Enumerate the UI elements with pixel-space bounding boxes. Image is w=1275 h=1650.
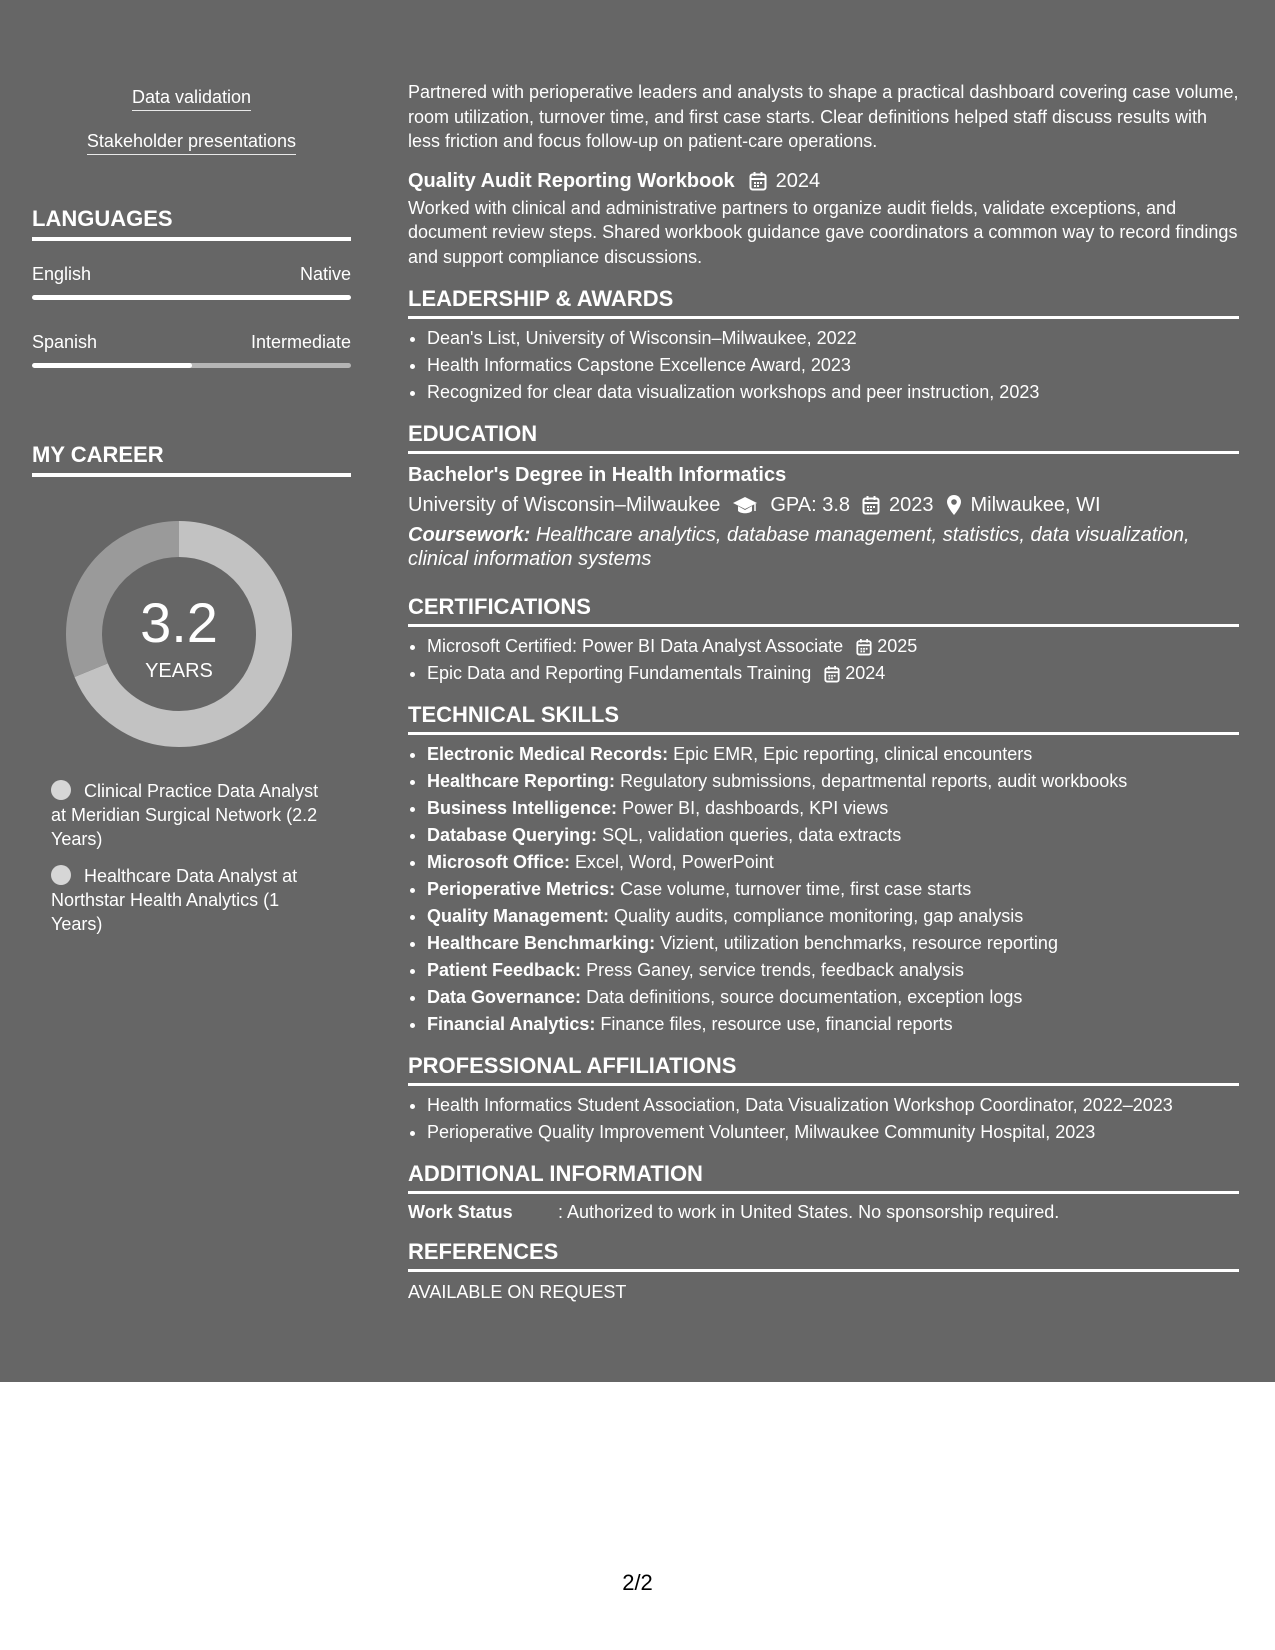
skill-value: Epic EMR, Epic reporting, clinical encounters	[673, 744, 1033, 764]
graduation-year: 2023	[889, 494, 934, 516]
work-status-value: : Authorized to work in United States. No sponsorship required.	[558, 1202, 1060, 1222]
list-item: • Recognized for clear data visualization workshops and peer instruction, 2023	[427, 379, 1239, 406]
gpa: GPA: 3.8	[770, 494, 850, 516]
list-item	[427, 984, 1239, 1011]
list-item	[427, 1011, 1239, 1038]
language-level: Native	[299, 264, 351, 284]
certification-name: Epic Data and Reporting Fundamentals Training	[427, 663, 812, 683]
skill-value: Regulatory submissions, departmental reports, audit workbooks	[620, 771, 1128, 791]
awards-section	[408, 285, 1239, 406]
calendar-icon	[824, 665, 840, 683]
skill-value: Case volume, turnover time, first case starts	[620, 879, 972, 899]
project-year: 2024	[775, 169, 821, 192]
affiliations-heading: PROFESSIONAL AFFILIATIONS	[408, 1052, 1239, 1086]
list-item	[427, 930, 1239, 957]
project-title: Quality Audit Reporting Workbook	[408, 169, 735, 192]
career-legend	[32, 779, 351, 936]
list-item	[427, 903, 1239, 930]
references-text: AVAILABLE ON REQUEST	[408, 1282, 627, 1302]
language-name: Spanish	[32, 332, 98, 352]
language-name: English	[32, 264, 92, 284]
list-item	[427, 957, 1239, 984]
education-meta	[408, 490, 1239, 520]
calendar-icon	[856, 638, 872, 656]
list-item	[427, 876, 1239, 903]
affiliations-list	[408, 1092, 1239, 1146]
languages-section	[32, 205, 351, 368]
affiliations-section	[408, 1052, 1239, 1146]
language-proficiency-bar	[32, 295, 351, 300]
legend-dot	[51, 780, 71, 800]
list-item: • Health Informatics Capstone Excellence Award, 2023	[427, 352, 1239, 379]
skill-label: Quality Management:	[427, 906, 610, 926]
career-heading: MY CAREER	[32, 441, 351, 477]
skill-value: Power BI, dashboards, KPI views	[622, 798, 889, 818]
career-legend-item	[51, 864, 321, 936]
technical-skills-list	[408, 741, 1239, 1038]
certifications-heading: CERTIFICATIONS	[408, 593, 1239, 627]
skill-label: Business Intelligence:	[427, 798, 618, 818]
skill-label: Financial Analytics:	[427, 1014, 596, 1034]
skill-value: Data definitions, source documentation, exception logs	[586, 987, 1023, 1007]
career-section	[32, 441, 351, 936]
career-legend-item	[51, 779, 321, 851]
certifications-section	[408, 593, 1239, 687]
list-item	[427, 795, 1239, 822]
calendar-icon	[749, 171, 767, 191]
languages-heading: LANGUAGES	[32, 205, 351, 241]
main-content	[408, 80, 1239, 1304]
certification-name: Microsoft Certified: Power BI Data Analyst Associate	[427, 636, 844, 656]
list-item: • Perioperative Quality Improvement Volunteer, Milwaukee Community Hospital, 2023	[427, 1119, 1239, 1146]
list-item: • Dean's List, University of Wisconsin–Milwaukee, 2022	[427, 325, 1239, 352]
work-status-row	[408, 1200, 1239, 1224]
list-item: • Health Informatics Student Association, Data Visualization Workshop Coordinator, 2022–2023	[427, 1092, 1239, 1119]
skill-value: Excel, Word, PowerPoint	[575, 852, 774, 872]
list-item	[427, 741, 1239, 768]
work-status-label: Work Status	[408, 1202, 513, 1222]
skills-list	[32, 86, 351, 155]
list-item	[427, 822, 1239, 849]
language-proficiency-bar	[32, 363, 351, 368]
project-heading	[408, 168, 1239, 194]
additional-info-section	[408, 1160, 1239, 1224]
skill-tag: Stakeholder presentations	[87, 130, 296, 155]
language-proficiency-fill	[32, 295, 351, 300]
technical-skills-section	[408, 701, 1239, 1038]
education-heading: EDUCATION	[408, 420, 1239, 454]
list-item	[427, 849, 1239, 876]
career-role: Clinical Practice Data Analyst at Meridian Surgical Network (2.2 Years)	[51, 781, 319, 849]
skill-value: Quality audits, compliance monitoring, gap analysis	[614, 906, 1024, 926]
project-description: Worked with clinical and administrative partners to organize audit fields, validate exceptions, and document review steps. Shared workbook guidance gave coordinators a common way to record findings and support compliance discussions.	[408, 197, 1238, 267]
language-proficiency-fill	[32, 363, 192, 368]
skill-label: Healthcare Reporting:	[427, 771, 616, 791]
skill-label: Database Querying:	[427, 825, 598, 845]
skill-value: Vizient, utilization benchmarks, resource reporting	[660, 933, 1058, 953]
language-level: Intermediate	[250, 332, 351, 352]
list-item	[427, 660, 1239, 687]
education-section	[408, 420, 1239, 571]
skill-value: Press Ganey, service trends, feedback analysis	[586, 960, 964, 980]
references-heading: REFERENCES	[408, 1238, 1239, 1272]
skill-label: Healthcare Benchmarking:	[427, 933, 656, 953]
career-total-unit: YEARS	[145, 660, 213, 682]
skill-label: Perioperative Metrics:	[427, 879, 616, 899]
certification-year: 2025	[877, 636, 918, 656]
career-donut-chart	[66, 521, 292, 747]
graduation-cap-icon	[732, 495, 758, 515]
skill-label: Patient Feedback:	[427, 960, 582, 980]
coursework-label: Coursework:	[408, 524, 531, 546]
skill-value: SQL, validation queries, data extracts	[602, 825, 902, 845]
location-pin-icon	[946, 494, 962, 516]
legend-dot	[51, 865, 71, 885]
school-name: University of Wisconsin–Milwaukee	[408, 494, 721, 516]
coursework	[408, 523, 1239, 571]
certification-year: 2024	[845, 663, 886, 683]
career-total-years: 3.2	[140, 591, 218, 654]
coursework-list: Healthcare analytics, database management, statistics, data visualization, clinical information systems	[408, 524, 1190, 570]
page-number: 2/2	[622, 1570, 653, 1595]
skill-tag: Data validation	[132, 86, 251, 111]
skill-value: Finance files, resource use, financial reports	[600, 1014, 953, 1034]
career-role: Healthcare Data Analyst at Northstar Health Analytics (1 Years)	[51, 866, 298, 934]
degree-title: Bachelor's Degree in Health Informatics	[408, 464, 787, 486]
school-location: Milwaukee, WI	[970, 494, 1101, 516]
language-item	[32, 263, 351, 300]
language-item	[32, 331, 351, 368]
list-item	[427, 633, 1239, 660]
references-section	[408, 1238, 1239, 1304]
skill-label: Data Governance:	[427, 987, 582, 1007]
technical-skills-heading: TECHNICAL SKILLS	[408, 701, 1239, 735]
additional-info-heading: ADDITIONAL INFORMATION	[408, 1160, 1239, 1194]
project-description: Partnered with perioperative leaders and analysts to shape a practical dashboard covering case volume, room utilization, turnover time, and first case starts. Clear definitions helped staff discuss results with less friction and focus follow-up on patient-care operations.	[408, 82, 1239, 151]
awards-heading: LEADERSHIP & AWARDS	[408, 285, 1239, 319]
awards-list	[408, 325, 1239, 406]
list-item	[427, 768, 1239, 795]
sidebar	[32, 86, 351, 936]
skill-label: Electronic Medical Records:	[427, 744, 669, 764]
calendar-icon	[862, 495, 880, 515]
certifications-list	[408, 633, 1239, 687]
skill-label: Microsoft Office:	[427, 852, 571, 872]
